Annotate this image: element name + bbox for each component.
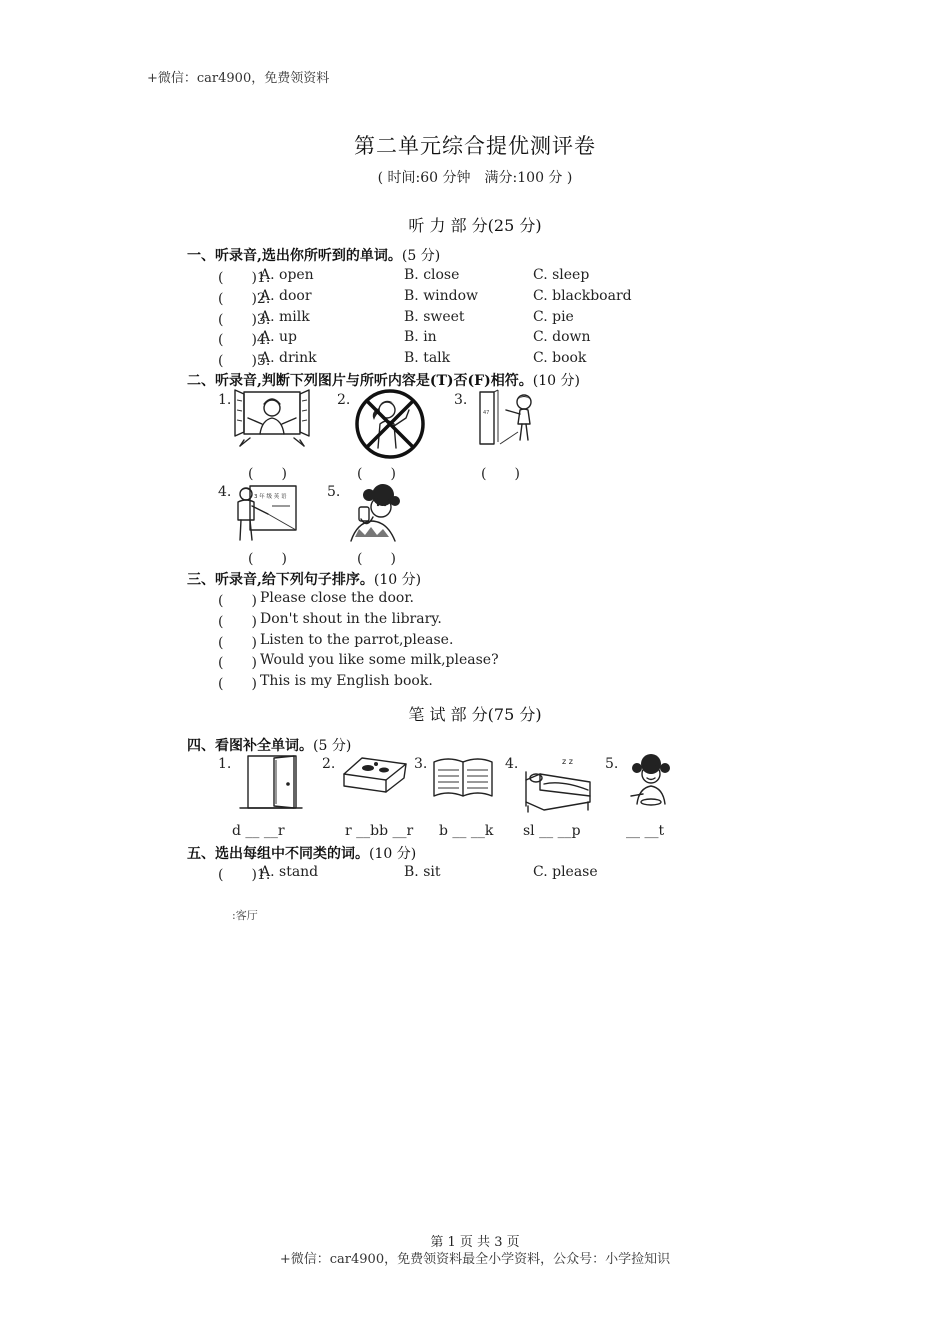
sentence-text: Would you like some milk,please?	[260, 652, 499, 668]
section-5-score: (10 分)	[369, 846, 417, 862]
sentence-text: Don't shout in the library.	[260, 611, 442, 627]
option-b: B. window	[404, 288, 479, 304]
answer-paren[interactable]: ( )1.	[218, 270, 271, 286]
picture-number: 1.	[218, 756, 232, 772]
option-b: B. in	[404, 329, 437, 345]
svg-text:47: 47	[483, 410, 490, 416]
section-4-label: 四、看图补全单词。	[187, 738, 313, 754]
option-b: B. sweet	[404, 309, 465, 325]
option-b: B. talk	[404, 350, 451, 366]
picture-number: 3.	[414, 756, 428, 772]
sentence-text: Listen to the parrot,please.	[260, 632, 454, 648]
girl-drinking-picture	[343, 481, 405, 543]
word-blank[interactable]: sl __ __p	[523, 823, 581, 839]
teacher-blackboard-picture	[232, 480, 300, 544]
section-3-heading	[187, 569, 421, 589]
picture-number: 1.	[218, 392, 232, 408]
page-title: 第二单元综合提优测评卷	[354, 134, 596, 158]
answer-paren[interactable]: ( )	[357, 466, 396, 482]
watermark-bottom: +微信：car4900，免费领资料最全小学资料，公众号：小学捡知识	[279, 1252, 671, 1267]
picture-number: 3.	[454, 392, 468, 408]
picture-number: 2.	[337, 392, 351, 408]
picture-number: 5.	[327, 484, 341, 500]
section-1-score: (5 分)	[401, 248, 441, 264]
option-a: A. milk	[260, 309, 310, 325]
page-subtitle: ( 时间:60 分钟 满分:100 分 )	[377, 170, 573, 186]
watermark-top: +微信：car4900，免费领资料	[147, 71, 330, 86]
option-b: B. sit	[404, 864, 441, 880]
answer-paren[interactable]: ( )	[218, 655, 257, 671]
word-blank[interactable]: b __ __k	[439, 823, 494, 839]
section-1-heading	[187, 245, 440, 265]
picture-number: 4.	[218, 484, 232, 500]
section-2-heading	[187, 370, 580, 390]
section-1-label: 一、听录音,选出你所听到的单词。	[187, 248, 402, 264]
option-c: C. pie	[533, 309, 574, 325]
picture-number: 4.	[505, 756, 519, 772]
option-a: A. door	[260, 288, 312, 304]
option-c: C. book	[533, 350, 587, 366]
no-talking-sign-picture	[354, 388, 426, 460]
option-a: A. stand	[260, 864, 319, 880]
door-picture	[236, 752, 306, 812]
answer-paren[interactable]: ( )	[218, 614, 257, 630]
answer-paren[interactable]: ( )	[218, 593, 257, 609]
section-5-label: 五、选出每组中不同类的词。	[187, 846, 369, 862]
picture-number: 2.	[322, 756, 336, 772]
answer-paren[interactable]: ( )3.	[218, 312, 271, 328]
section-3-score: (10 分)	[373, 572, 422, 588]
word-blank[interactable]: d __ __r	[232, 823, 285, 839]
option-c: C. please	[533, 864, 598, 880]
option-c: C. down	[533, 329, 591, 345]
answer-paren[interactable]: ( )1.	[218, 867, 271, 883]
sleep-picture	[518, 750, 598, 814]
stray-note: :客厅	[232, 909, 258, 922]
answer-paren[interactable]: ( )2.	[218, 291, 271, 307]
listening-part-header: 听 力 部 分(25 分)	[408, 216, 542, 235]
section-4-score: (5 分)	[313, 738, 352, 754]
answer-paren[interactable]: ( )	[218, 635, 257, 651]
option-a: A. drink	[260, 350, 317, 366]
open-window-picture	[232, 388, 312, 450]
section-2-score: (10 分)	[532, 373, 580, 389]
sentence-text: Please close the door.	[260, 590, 414, 606]
section-2-label: 二、听录音,判断下列图片与所听内容是(T)否(F)相符。	[187, 373, 533, 389]
sentence-text: This is my English book.	[260, 673, 433, 689]
answer-paren[interactable]: ( )	[357, 551, 396, 567]
answer-paren[interactable]: ( )	[248, 466, 287, 482]
option-a: A. up	[260, 329, 297, 345]
answer-paren[interactable]: ( )	[218, 676, 257, 692]
book-picture	[430, 752, 496, 802]
answer-paren[interactable]: ( )4.	[218, 332, 271, 348]
answer-paren[interactable]: ( )	[481, 466, 520, 482]
answer-paren[interactable]: ( )	[248, 551, 287, 567]
option-c: C. sleep	[533, 267, 590, 283]
written-part-header: 笔 试 部 分(75 分)	[408, 705, 542, 724]
option-b: B. close	[404, 267, 460, 283]
rubber-picture	[338, 752, 412, 796]
word-blank[interactable]: __ __t	[626, 823, 665, 839]
picture-number: 5.	[605, 756, 619, 772]
girl-at-door-picture	[474, 388, 544, 450]
svg-text:z z: z z	[562, 757, 573, 766]
eat-picture	[623, 752, 677, 812]
section-5-heading	[187, 843, 416, 863]
option-c: C. blackboard	[533, 288, 632, 304]
answer-paren[interactable]: ( )5.	[218, 353, 271, 369]
option-a: A. open	[260, 267, 314, 283]
word-blank[interactable]: r __bb __r	[345, 823, 414, 839]
blackboard-text: 3 年 级 英 语	[254, 494, 287, 500]
page-number: 第 1 页 共 3 页	[430, 1235, 520, 1250]
section-3-label: 三、听录音,给下列句子排序。	[187, 572, 374, 588]
